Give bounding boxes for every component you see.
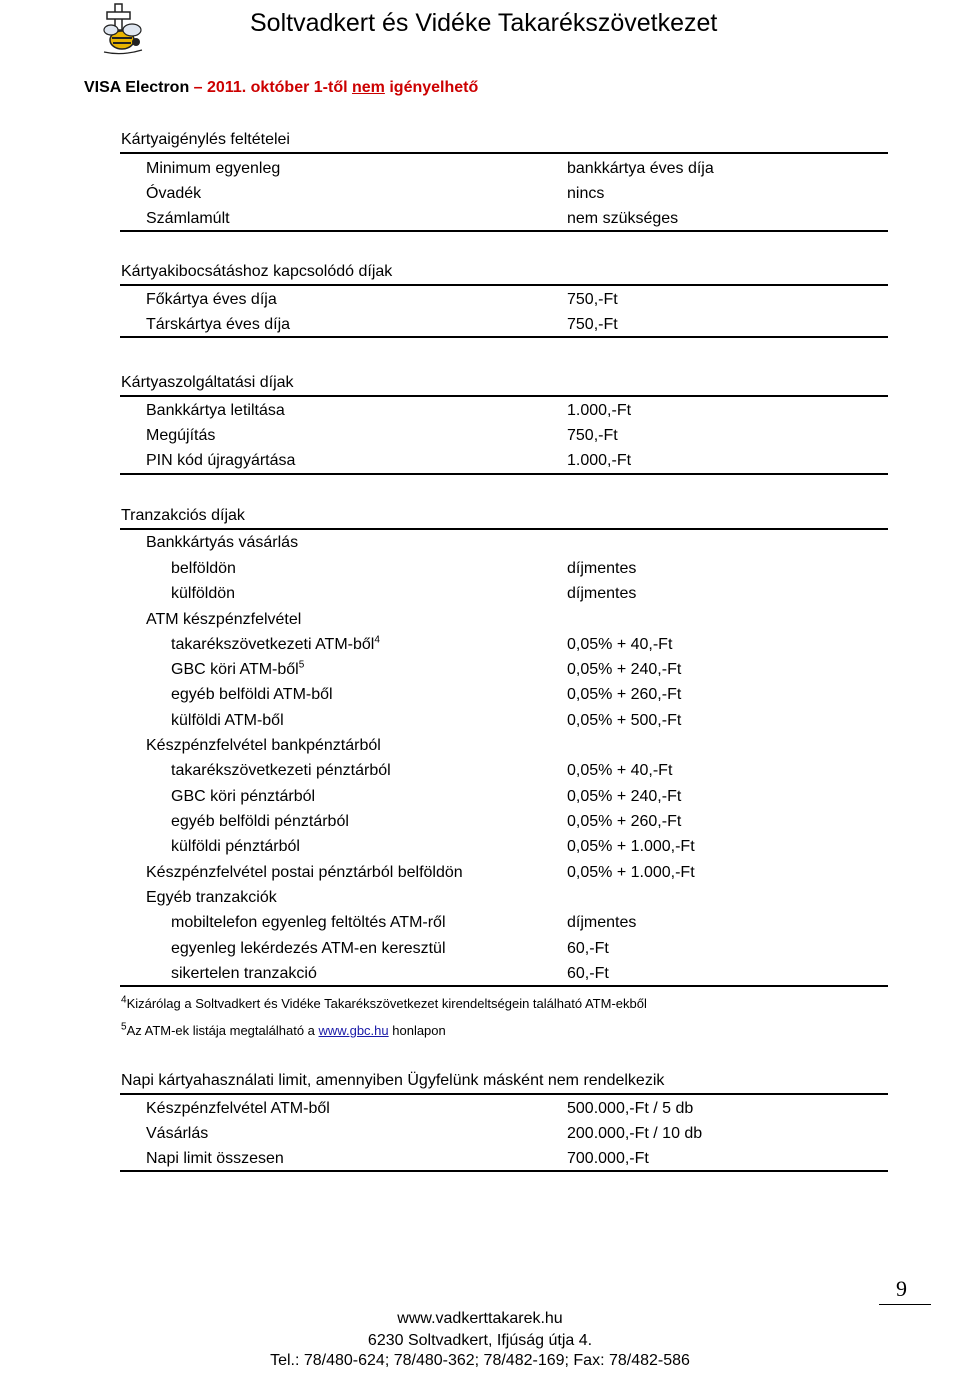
fee-label-text: GBC köri ATM-ből — [171, 661, 299, 678]
limit-value: 200.000,-Ft / 10 db — [567, 1125, 703, 1142]
fee-label: egyenleg lekérdezés ATM-en keresztül — [171, 940, 446, 957]
headline-from: október 1-től — [250, 79, 348, 96]
fee-value: díjmentes — [567, 914, 637, 931]
service-label: Bankkártya letiltása — [146, 402, 285, 419]
service-label: Megújítás — [146, 427, 216, 444]
headline-date: 2011. — [207, 79, 247, 96]
fee-value: 60,-Ft — [567, 940, 609, 957]
teller-heading: Készpénzfelvétel bankpénztárból — [146, 737, 381, 754]
fee-value: 0,05% + 260,-Ft — [567, 686, 682, 703]
footnote-ref: 4 — [374, 634, 380, 646]
gbc-link[interactable]: www.gbc.hu — [318, 1023, 389, 1038]
transactions-title: Tranzakciós díjak — [121, 507, 245, 524]
condition-value: bankkártya éves díja — [567, 160, 714, 177]
service-value: 1.000,-Ft — [567, 402, 632, 419]
atm-heading: ATM készpénzfelvétel — [146, 611, 302, 628]
service-label: PIN kód újragyártása — [146, 452, 296, 469]
fee-value: 0,05% + 1.000,-Ft — [567, 864, 695, 881]
fee-value: díjmentes — [567, 585, 637, 602]
condition-value: nem szükséges — [567, 210, 679, 227]
section-rule — [120, 1170, 888, 1172]
condition-label: Minimum egyenleg — [146, 160, 281, 177]
fee-value: 0,05% + 1.000,-Ft — [567, 838, 695, 855]
fee-label-text: takarékszövetkezeti ATM-ből — [171, 636, 375, 653]
issuance-title: Kártyakibocsátáshoz kapcsolódó díjak — [121, 263, 393, 280]
fee-value: 0,05% + 240,-Ft — [567, 788, 682, 805]
fee-label: külföldön — [171, 585, 236, 602]
section-rule — [120, 152, 888, 154]
section-rule — [120, 985, 888, 987]
footnote-mark: 4 — [121, 994, 127, 1006]
headline-not: nem — [351, 79, 385, 96]
footnote-text: Kizárólag a Soltvadkert és Vidéke Takarékszövetkezet kirendeltségein található ATM-ekből — [126, 996, 647, 1011]
fee-label: külföldi pénztárból — [171, 838, 300, 855]
footer-web: www.vadkerttakarek.hu — [397, 1310, 563, 1327]
limits-title: Napi kártyahasználati limit, amennyiben Ügyfelünk másként nem rendelkezik — [121, 1072, 665, 1089]
service-value: 1.000,-Ft — [567, 452, 632, 469]
purchase-heading: Bankkártyás vásárlás — [146, 534, 299, 551]
issuance-label: Főkártya éves díja — [146, 291, 277, 308]
section-rule — [120, 528, 888, 530]
headline-rest: igényelhető — [389, 79, 479, 96]
condition-label: Óvadék — [146, 185, 202, 202]
fee-value: 0,05% + 500,-Ft — [567, 712, 682, 729]
page-title: Soltvadkert és Vidéke Takarékszövetkezet — [250, 9, 718, 37]
fee-label: GBC köri pénztárból — [171, 788, 316, 805]
fee-value: díjmentes — [567, 560, 637, 577]
fee-label — [171, 661, 304, 679]
limit-label: Készpénzfelvétel ATM-ből — [146, 1100, 330, 1117]
footnote-5 — [121, 1023, 446, 1038]
section-rule — [120, 284, 888, 286]
issuance-label: Társkártya éves díja — [146, 316, 291, 333]
fee-label: Készpénzfelvétel postai pénztárból belföldön — [146, 864, 463, 881]
footnote-text-after: honlapon — [392, 1023, 446, 1038]
headline-product: VISA Electron — [84, 79, 190, 96]
service-title: Kártyaszolgáltatási díjak — [121, 374, 294, 391]
condition-label: Számlamúlt — [146, 210, 230, 227]
fee-value: 0,05% + 40,-Ft — [567, 636, 673, 653]
limit-value: 700.000,-Ft — [567, 1150, 649, 1167]
service-value: 750,-Ft — [567, 427, 618, 444]
conditions-title: Kártyaigénylés feltételei — [121, 131, 290, 148]
fee-label: sikertelen tranzakció — [171, 965, 317, 982]
fee-label: takarékszövetkezeti pénztárból — [171, 762, 391, 779]
limit-label: Napi limit összesen — [146, 1150, 284, 1167]
fee-value: 0,05% + 260,-Ft — [567, 813, 682, 830]
fee-value: 0,05% + 240,-Ft — [567, 661, 682, 678]
footnote-text: Az ATM-ek listája megtalálható a — [126, 1023, 315, 1038]
fee-value: 60,-Ft — [567, 965, 609, 982]
fee-label: belföldön — [171, 560, 236, 577]
condition-value: nincs — [567, 185, 605, 202]
footer-address: 6230 Soltvadkert, Ifjúság útja 4. — [367, 1332, 593, 1349]
limit-value: 500.000,-Ft / 5 db — [567, 1100, 694, 1117]
footnote-4 — [121, 996, 647, 1011]
headline — [84, 79, 478, 97]
fee-label: külföldi ATM-ből — [171, 712, 284, 729]
footer-phones: Tel.: 78/480-624; 78/480-362; 78/482-169; Fax: 78/482-586 — [270, 1352, 690, 1369]
section-rule — [120, 473, 888, 475]
fee-label — [171, 636, 380, 654]
section-rule — [120, 230, 888, 232]
logo-icon — [98, 2, 150, 56]
limit-label: Vásárlás — [146, 1125, 209, 1142]
issuance-value: 750,-Ft — [567, 316, 618, 333]
footnote-ref: 5 — [298, 659, 305, 671]
fee-label: mobiltelefon egyenleg feltöltés ATM-ről — [171, 914, 446, 931]
fee-label: egyéb belföldi ATM-ből — [171, 686, 333, 703]
page-number-rule — [879, 1304, 931, 1305]
section-rule — [120, 1093, 888, 1095]
footnote-mark: 5 — [121, 1021, 127, 1033]
fee-label: egyéb belföldi pénztárból — [171, 813, 349, 830]
headline-dash: – — [193, 79, 203, 96]
section-rule — [120, 395, 888, 397]
other-heading: Egyéb tranzakciók — [146, 889, 277, 906]
issuance-value: 750,-Ft — [567, 291, 618, 308]
page-number: 9 — [896, 1276, 907, 1301]
fee-value: 0,05% + 40,-Ft — [567, 762, 673, 779]
section-rule — [120, 336, 888, 338]
